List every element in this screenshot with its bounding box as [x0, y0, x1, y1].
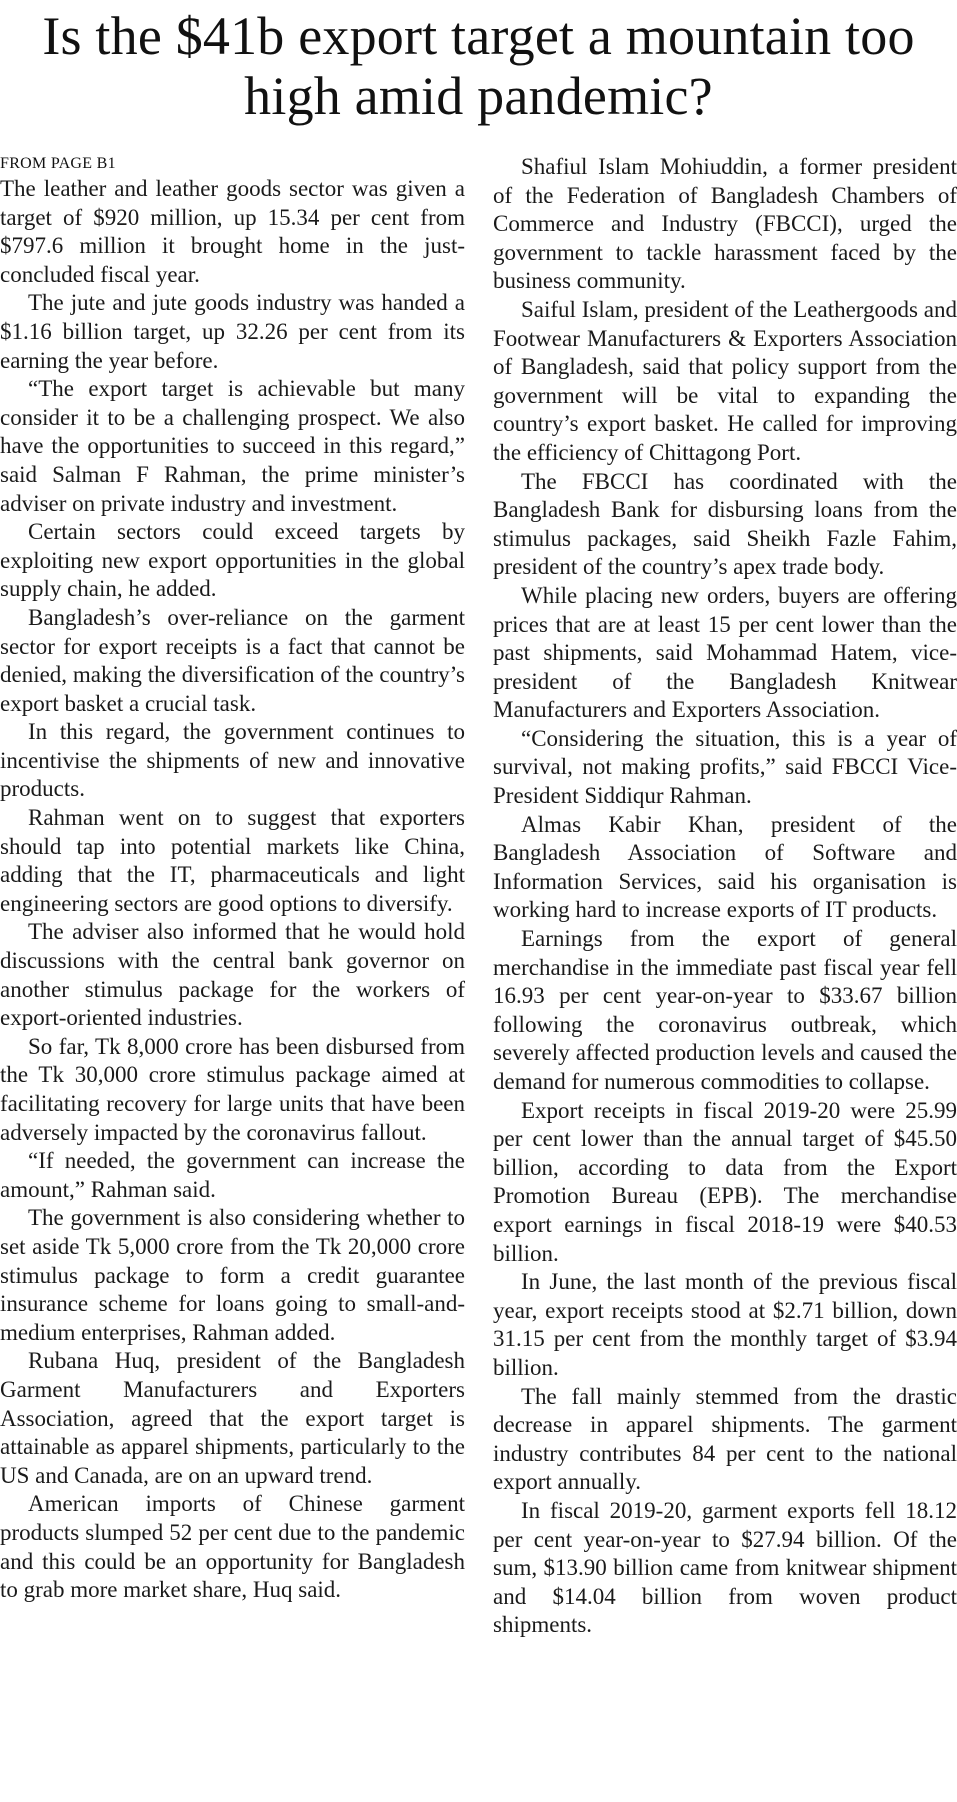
paragraph: In June, the last month of the previous fiscal year, export receipts stood at $2.71 billion, down 31.15 per cent from the monthly target of $3.94 billion.: [493, 1269, 957, 1380]
paragraph: The government is also considering whether to set aside Tk 5,000 crore from the Tk 20,000 crore stimulus package to form a credit guarantee insurance scheme for loans going to small-and-medium enterprises, Rahman added.: [0, 1205, 465, 1345]
paragraph: “The export target is achievable but many consider it to be a challenging prospect. We also have the opportunities to succeed in this regard,” said Salman F Rahman, the prime minister’s adviser on private industry and investment.: [0, 376, 465, 516]
paragraph: “If needed, the government can increase the amount,” Rahman said.: [0, 1148, 465, 1202]
paragraph: Earnings from the export of general merchandise in the immediate past fiscal year fell 16.93 per cent year-on-year to $33.67 billion following the coronavirus outbreak, which severely affected production levels and caused the demand for numerous commodities to collapse.: [493, 926, 957, 1094]
paragraph: Saiful Islam, president of the Leathergoods and Footwear Manufacturers & Exporters Association of Bangladesh, said that policy support from the government will be vital to expanding the country’s export basket. He called for improving the efficiency of Chittagong Port.: [493, 296, 957, 465]
paragraph: “Considering the situation, this is a year of survival, not making profits,” said FBCCI Vice-President Siddiqur Rahman.: [493, 725, 957, 809]
paragraph: The jute and jute goods industry was handed a $1.16 billion target, up 32.26 per cent from its earning the year before.: [0, 290, 465, 373]
dateline: FROM PAGE B1: [0, 155, 116, 172]
paragraph: The leather and leather goods sector was given a target of $920 million, up 15.34 per cent from $797.6 million it brought home in the just-concluded fiscal year.: [0, 176, 465, 287]
paragraph: While placing new orders, buyers are offering prices that are at least 15 per cent lower than the past shipments, said Mohammad Hatem, vice-president of the Bangladesh Knitwear Manufacturers and Exporters Association.: [493, 582, 957, 723]
article-column-right: [493, 153, 957, 1640]
paragraph: Shafiul Islam Mohiuddin, a former president of the Federation of Bangladesh Chambers of Commerce and Industry (FBCCI), urged the government to tackle harassment faced by the business community.: [493, 154, 957, 294]
paragraph: Almas Kabir Khan, president of the Bangladesh Association of Software and Information Services, said his organisation is working hard to increase exports of IT products.: [493, 811, 957, 923]
paragraph: Rubana Huq, president of the Bangladesh Garment Manufacturers and Exporters Association, agreed that the export target is attainable as apparel shipments, particularly to the US and Canada, are on an upward trend.: [0, 1348, 465, 1488]
paragraph: So far, Tk 8,000 crore has been disbursed from the Tk 30,000 crore stimulus package aimed at facilitating recovery for large units that have been adversely impacted by the coronavirus fallout.: [0, 1033, 465, 1145]
paragraph: The adviser also informed that he would hold discussions with the central bank governor on another stimulus package for the workers of export-oriented industries.: [0, 919, 465, 1031]
paragraph: Bangladesh’s over-reliance on the garment sector for export receipts is a fact that cannot be denied, making the diversification of the country’s export basket a crucial task.: [0, 604, 465, 716]
paragraph: Rahman went on to suggest that exporters should tap into potential markets like China, adding that the IT, pharmaceuticals and light engineering sectors are good options to diversify.: [0, 805, 465, 916]
paragraph: The fall mainly stemmed from the drastic decrease in apparel shipments. The garment industry contributes 84 per cent to the national export annually.: [493, 1383, 957, 1495]
paragraph: American imports of Chinese garment products slumped 52 per cent due to the pandemic and this could be an opportunity for Bangladesh to grab more market share, Huq said.: [0, 1491, 465, 1603]
article-column-left: [0, 153, 465, 1605]
paragraph: In this regard, the government continues to incentivise the shipments of new and innovative products.: [0, 719, 465, 802]
paragraph: Certain sectors could exceed targets by exploiting new export opportunities in the global supply chain, he added.: [0, 519, 465, 602]
paragraph: In fiscal 2019-20, garment exports fell 18.12 per cent year-on-year to $27.94 billion. Of the sum, $13.90 billion came from knitwear shipment and $14.04 billion from woven product shipments.: [493, 1497, 957, 1638]
paragraph: Export receipts in fiscal 2019-20 were 25.99 per cent lower than the annual target of $45.50 billion, according to data from the Export Promotion Bureau (EPB). The merchandise export earnings in fiscal 2018-19 were $40.53 billion.: [493, 1097, 957, 1266]
article-headline: Is the $41b export target a mountain too high amid pandemic?: [42, 6, 915, 126]
paragraph: The FBCCI has coordinated with the Bangladesh Bank for disbursing loans from the stimulus packages, said Sheikh Fazle Fahim, president of the country’s apex trade body.: [493, 468, 957, 580]
